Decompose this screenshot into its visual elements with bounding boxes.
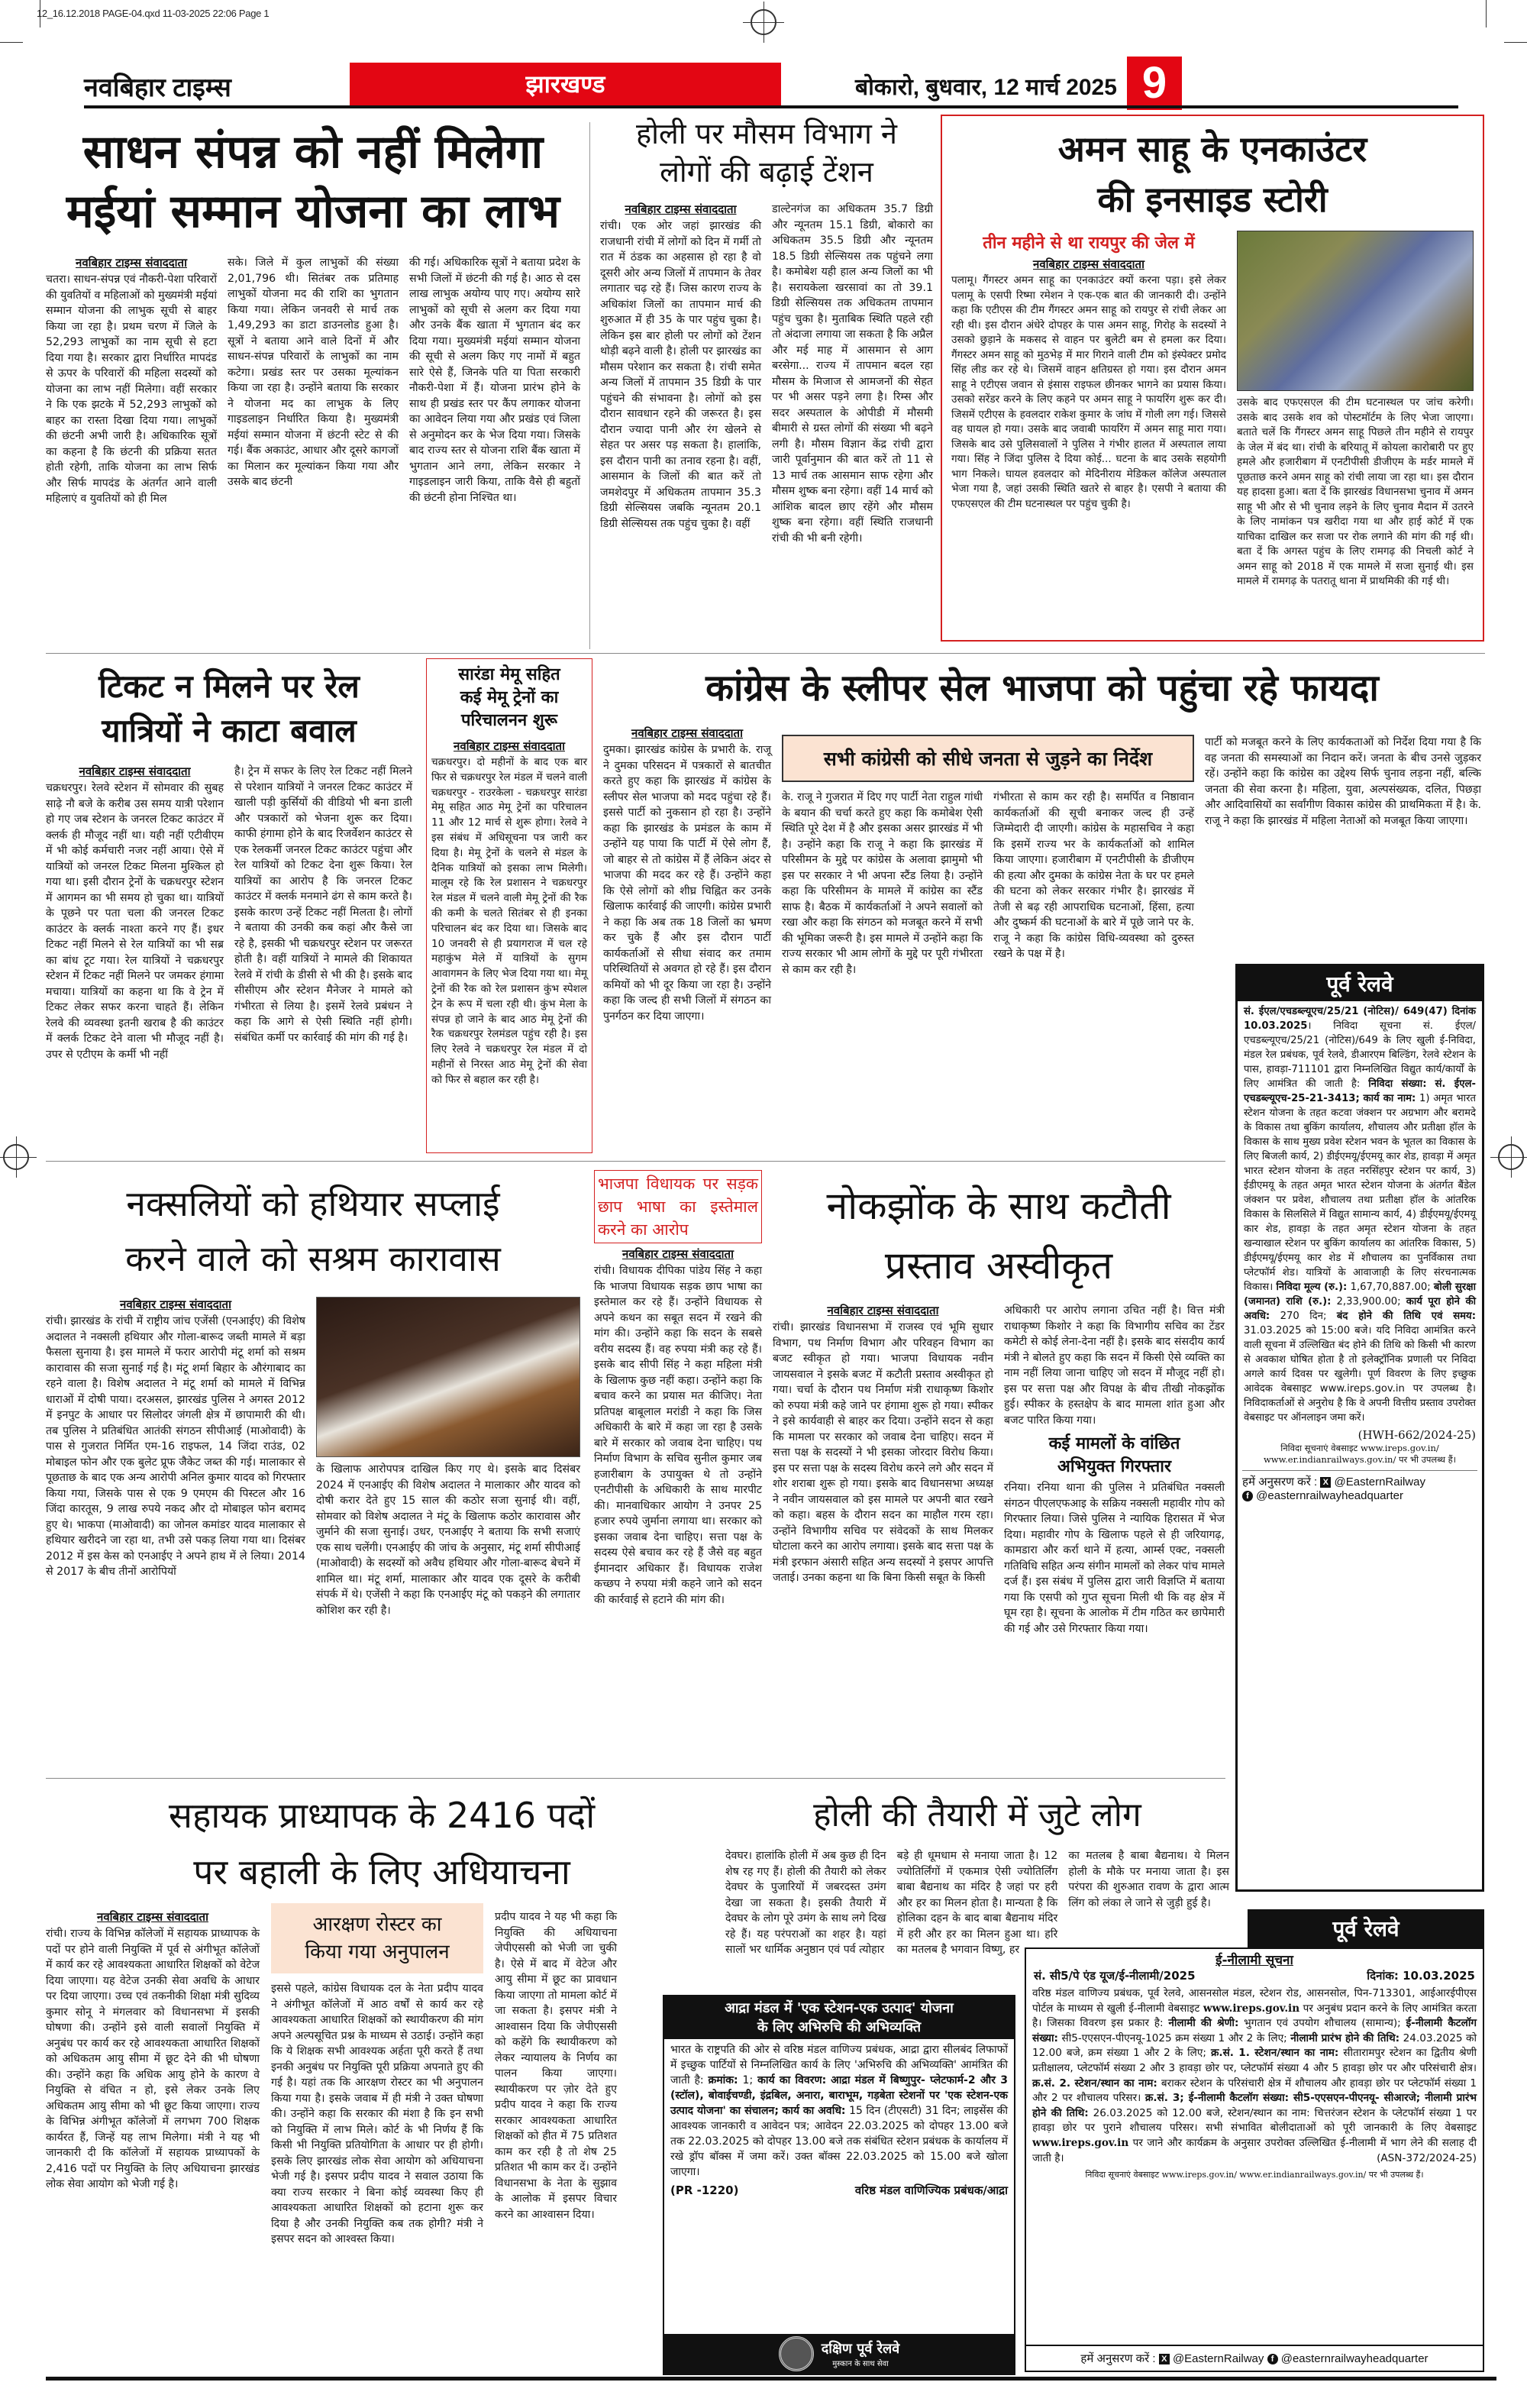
headline: अमन साहू के एनकाउंटर की इनसाइड स्टोरी [1057,128,1367,220]
ad-social: हमें अनुसरण करें : X @EasternRailway f @easternrailwayheadquarter [1026,2345,1483,2371]
ad-adra-scheme [663,1995,1015,2375]
byline: नवबिहार टाइम्स संवाददाता [827,1304,939,1317]
ad-footer: दक्षिण पूर्व रेलवे मुस्कान के साथ सेवा [664,2334,1014,2374]
paper-name: नवबिहार टाइम्स [84,73,231,102]
trim-mark [0,42,23,43]
article-body: रांची। झारखंड विधानसभा में राजस्व एवं भूमि सुधार विभाग, पथ निर्माण विभाग और परिवहन विभाग का बजट स्वीकृत हो गया। भाजपा विधायक नवीन जायसवाल ने इसके बजट में कटौती प्रस्ताव अस्वीकृत हो गया। चर्चा के दौरान पथ निर्माण मंत्री राधाकृष्ण किशोर को रुपया मंत्री कहे जाने पर हंगामा शुरू हो गया। स्पीकर ने इसे कार्यवाही से बाहर कर दिया। उन्होंने सदन से कहा कि मामला पर सरकार को जवाब देना चाहिए। सदन में सत्ता पक्ष के सदस्यों ने भी इसका जोरदार विरोध किया। इस पर सत्ता पक्ष के सदस्य विरोध करने लगे और सदन में शोर शराबा शुरू हो गया। इसके बाद विधानसभा अध्यक्ष ने नवीन जायसवाल को इस मामले पर अपनी बात रखने को कहा। बहस के दौरान सदन का माहौल गरम रहा। उन्होंने विभागीय सचिव पर संवेदकों के साथ मिलकर घोटाला करने का आरोप लगाया। इसके बाद सत्ता पक्ष के मंत्री इरफान अंसारी सहित अन्य सदस्यों ने इसपर आपत्ति जताई। उनका कहना था कि बिना किसी सबूत के किसी [773,1321,993,1584]
article-body: रांची। झारखंड के रांची में राष्ट्रीय जांच एजेंसी (एनआईए) की विशेष अदालत ने नक्सली हथियार और गोला-बारूद जब्ती मामले में बड़ा फैसला सुनाया है। इस मामले में फरार आरोपी मंटू शर्मा को सश्रम कारावास की सजा सुनाई गई है। मंटू शर्मा बिहार के औरंगाबाद का रहने वाला है। विशेष अदालत ने मंटू शर्मा को मामले में विभिन्न धाराओं में दोषी पाया। दरअसल, झारखंड पुलिस ने अगस्त 2012 में इनपुट के आधार पर सिलोदर जंगली क्षेत्र में छापामारी की थी। तब पुलिस ने प्रतिबंधित आतंकी संगठन सीपीआई (माओवादी) के पास से गुजरात निर्मित एम-16 राइफल, 14 जिंदा राउंड, 02 मोबाइल फोन और एक बुलेट प्रूफ जैकेट जब्त की गई। मालाकार से पूछताछ के बाद एक अन्य आरोपी अनिल कुमार यादव को गिरफ्तार किया गया, जिसके पास से एक 9 एमएम की पिस्टल और 16 जिंदा कारतूस, 9 लाख रुपये नकद और दो मोबाइल फोन बरामद हुए थे। भाकपा (माओवादी) का जोनल कमांडर यादव मालाकार से हथियार खरीदने जा रहा था, तभी उसे पकड़ लिया गया था। दिसंबर 2012 में इस केस को एनआईए ने अपने हाथ में ले लिया। 2014 से 2017 के बीच तीनों आरोपियों [46,1315,305,1578]
trim-mark [1504,42,1527,43]
ad-ref-no: सं. सी5/पे एंड यूज/ई-नीलामी/2025 [1034,1969,1196,1983]
article-body: उसके बाद एफएसएल की टीम घटनास्थल पर जांच करेगी। उसके बाद उसके शव को पोस्टमॉर्टम के लिए भेजा जाएगा। बताते चलें कि गैंगस्टर अमन साहू पिछले तीन महीने से रायपुर के जेल में बंद था। रांची के बरियातू में कोयला कारोबारी पर हुए हमले और हजारीबाग में एनटीपीसी डीजीएम के मर्डर मामले में पूछताछ करने अमन साहू को रांची लाया जा रहा था। इस दौरान यह हादसा हुआ। बता दें कि झारखंड विधानसभा चुनाव में अमन साहू भी और से भी चुनाव लड़ने के लिए चुनाव मैदान में उतरने के लिए नामांकन पत्र खरीदा गया था और हाई कोर्ट में एक याचिका दाखिल कर सजा पर रोक लगाने की मांग की गई थी। बता दें कि अगस्त पहुंच के लिए रामगढ़ की निचली कोर्ट ने अमन साहू को 2018 में एक मामले में सजा सुनाई थी। इस मामले में रामगढ़ के पतरातू थाना में प्राथमिकी की गई थी। [1237,396,1474,587]
ad-body: भारत के राष्ट्रपति की ओर से वरिष्ठ मंडल वाणिज्य प्रबंधक, आद्रा द्वारा सीलबंद लिफाफों में इच्छुक पार्टियों से निम्नलिखित कार्य के लिए 'अभिरुचि की अभिव्यक्ति' आमंत्रित की जाती है: क्रमांक: 1; कार्य का विवरण: आद्रा मंडल में बिष्णुपुर- प्लेटफार्म-2 और 3 (स्टॉल), बोवाईचण्डी, इंद्रबिल, अनारा, बाराभूम, गड़बेता स्टेशनों पर 'एक स्टेशन-एक उत्पाद योजना' का संचालन; कार्य का अवधि: 15 दिन (टीएसटी) 31 दिन; लाइसेंस की आवश्यक जानकारी व आवेदन पत्र; आवेदन 22.03.2025 को दोपहर 13.00 बजे तक 22.03.2025 को दोपहर 13.00 बजे तक संबंधित स्टेशन प्रबंधक के कार्यालय में रखे ड्रॉप बॉक्स में जमा करें। उक्त बॉक्स 22.03.2025 को 15.00 बजे खोला जाएगा। (PR -1220) वरिष्ठ मंडल वाणिज्यिक प्रबंधक/आद्रा [670,2044,1009,2197]
byline: नवबिहार टाइम्स संवाददाता [79,764,191,778]
article-body: है। ट्रेन में सफर के लिए रेल टिकट नहीं मिलने से परेशान यात्रियों ने जनरल टिकट काउंटर में खाली पड़ी कुर्सियों की वीडियो भी बना डाली और पत्रकारों को भेजना शुरू कर दिया। काफी हंगामा होने के बाद रिजर्वेशन काउंटर से एक रेलकर्मी जनरल टिकट काउंटर पहुंचा और रेल यात्रियों को टिकट देना शुरू किया। रेल यात्रियों का आरोप है कि जनरल टिकट काउंटर में क्लर्क मनमाने ढंग से काम करते है। इसके कारण उन्हें टिकट नहीं मिलता है। लोगों ने बताया की उनकी कब कहां और कैसे जा रहे है, इसकी भी चक्रधरपुर स्टेशन पर जरूरत होती है। वहीं यात्रियों ने मामले की शिकायत रेलवे में रांची के डीसी से भी की है। इसके बाद सीसीएम और स्टेशन मैनेजर ने मामले को गंभीरता से लिया है। इसमें रेलवे प्रबंधन ने कहा कि आगे से ऐसी स्थिति नहीं होगी। संबंधित कर्मी पर कार्रवाई की मांग की गई है। [234,765,412,1044]
page-bottom-rule [46,2377,1496,2381]
headline: कांग्रेस के स्लीपर सेल भाजपा को पहुंचा रहे फायदा [705,667,1379,709]
article-noknjhok [773,1176,1225,1637]
article-body: डाल्टेनगंज का अधिकतम 35.7 डिग्री और न्यूनतम 15.1 डिग्री, बोकारो का अधिकतम 35.5 डिग्री और न्यूनतम 18.5 डिग्री सेल्सियस तक पहुंचने लगा है। कमोबेश यही हाल अन्य जिलों का भी है। सरायकेला खरसावां का तो 39.1 डिग्री सेल्सियस तक अधिकतम तापमान पहुंच चुका है। मुताबिक स्थिति पहले रही तो अंदाजा लगाया जा सकता है कि अप्रैल और मई माह में आसमान से आग बरसेगा... राज्य में तापमान बदल रहा मौसम के मिजाज से आमजनों की सेहत पर भी असर पड़ने लगा है। रिम्स और सदर अस्पताल के ओपीडी में मौसमी बीमारी से ग्रस्त लोगों की संख्या भी बढ़ने लगी है। मौसम विज्ञान केंद्र रांची द्वारा जारी पूर्वानुमान की बात करें तो 11 से 13 मार्च तक आसमान साफ रहेगा और मौसम शुष्क बना रहेगा। वहीं 14 मार्च को आंशिक बादल छाए रहेंगे और मौसम शुष्क बना रहेगा। वहीं स्थिति राजधानी रांची की भी बनी रहेगी। [772,203,933,545]
subheadline: आरक्षण रोस्टर का किया गया अनुपालन [305,1913,450,1964]
article-professor [46,1787,718,1900]
signatory: वरिष्ठ मंडल वाणिज्यिक प्रबंधक/आद्रा [854,2183,1008,2197]
byline: नवबिहार टाइम्स संवाददाता [1033,257,1144,271]
article-body: इससे पहले, कांग्रेस विधायक दल के नेता प्रदीप यादव ने अंगीभूत कॉलेजों में आठ वर्षों से कार्य कर रहे आवश्यकता आधारित शिक्षकों को स्थायीकरण की मांग अपने अल्पसूचित प्रश्न के माध्यम से उठाई। उन्होंने कहा कि ये शिक्षक सभी आवश्यक अर्हता पूरी करते हैं तथा इनकी अनुबंध पर नियुक्ति पूरी प्रक्रिया अपनाते हुए की गई है। यहां तक कि आरक्षण रोस्टर का भी अनुपालन किया गया है। इसके जवाब में ही मंत्री ने उक्त घोषणा की। उन्होंने कहा कि सरकार की मंशा है कि इन सभी को नियुक्ति में लाभ मिले। कोर्ट के भी निर्णय हैं कि किसी भी नियुक्ति प्रतियोगिता के आधार पर ही होगी। इसके लिए झारखंड लोक सेवा आयोग को अधियाचना भेजी गई है। इसपर प्रदीप यादव ने सवाल उठाया कि क्या राज्य सरकार ने बिना कोई व्यवस्था किए ही आवश्यकता आधारित शिक्षकों को हटाना शुरू कर दिया है और उनकी नियुक्ति कब तक होगी? मंत्री ने इसपर सदन को आश्वस्त किया। [271,1983,483,2245]
headline: सारंडा मेमू सहित कई मेमू ट्रेनों का परिचालनन शुरू [458,665,560,730]
subheadline: सभी कांग्रेसी को सीधे जनता से जुड़ने का निर्देश [823,748,1153,770]
article-body: बड़े ही धूमधाम से मनाया जाता है। 12 ज्योतिर्लिंगों में एकमात्र ऐसी ज्योतिर्लिंग बाबा बैद्यनाथ का मंदिर है जहां पर हरी और हर का मिलन होता है। मान्यता है कि होलिका दहन के बाद बाबा बैद्यनाथ मंदिर में हरी और हर का मिलन हुआ था। हरि का मतलब है भगवान विष्णु, हर [896,1850,1058,1956]
ad-body: वरिष्ठ मंडल वाणिज्य प्रबंधक, पूर्व रेलवे, आसनसोल मंडल, स्टेशन रोड, आसनसोल, पिन-713301, आईआरईपीएस पोर्टल के माध्यम से खुली ई-नीलामी वेबसाइट www.ireps.gov.in पर अनुबंध प्रदान करने के लिए आमंत्रित करता है। जिसका विवरण इस प्रकार है: नीलामी की श्रेणी: भुगतान एवं उपयोग शौचालय (सामान्य); ई-नीलामी कैटलॉग संख्या: सी5-एएसएन-पीएनयू-1025 क्रम संख्या 1 और 2 के लिए; नीलामी प्रारंभ होने की तिथि: 24.03.2025 को 12.00 बजे, क्रम संख्या 1 और 2 के लिए; क्र.सं. 1. स्टेशन/स्थान का नाम: सीतारामपुर स्टेशन का द्वितीय श्रेणी प्रतीक्षालय, प्लेटफॉर्म संख्या 2 और 3 हावड़ा छोर पर, प्लेटफॉर्म संख्या 4 और 5 हावड़ा छोर पर और परिसंचारी क्षेत्र। क्र.सं. 2. स्टेशन/स्थान का नाम: बराकर स्टेशन के परिसंचारी क्षेत्र में शौचालय और हावड़ा छोर पर प्लेटफॉर्म संख्या 1 और 2 पर शौचालय परिसर। क्र.सं. 3; ई-नीलामी कैटलॉग संख्या: सी5-एएसएन-पीएनयू- सीआरजे; नीलामी प्रारंभ होने की तिथि: 26.03.2025 को 12.00 बजे, स्टेशन/स्थान का नाम: चित्तरंजन स्टेशन के प्लेटफॉर्म संख्या 1 पर हावड़ा छोर पर पुराने शौचालय परिसर। सभी संभावित बोलीदाताओं को पूरी जानकारी के लिए वेबसाइट www.ireps.gov.in पर जाने और कार्यक्रम के अनुसार उपरोक्त उल्लिखित ई-नीलामी में भाग लेने की सलाह दी जाती है। (ASN-372/2024-25) [1026,1983,1483,2169]
twitter-handle[interactable]: @EasternRailway [1334,1476,1425,1488]
article-body: रांची। राज्य के विभिन्न कॉलेजों में सहायक प्राध्यापक के पदों पर होने वाली नियुक्ति में पूर्व से अंगीभूत कॉलेजों में कार्य कर रहे आवश्यकता आधारित शिक्षकों को वेटेज दिया जाएगा। यह वेटेज उनकी सेवा अवधि के आधार पर दिया जाएगा। उच्च एवं तकनीकी शिक्षा मंत्री सुदिव्य कुमार सोनू ने मंगलवार को विधानसभा में इसकी घोषणा की। उन्होंने इसे वाली सवालों नियुक्ति में अनुबंध पर कार्य कर रहे आवश्यकता आधारित शिक्षकों को अधिकतम आयु सीमा में छूट देने की भी घोषणा की। उन्होंने कहा कि अधिक आयु होने के कारण वे नियुक्ति से वंचित न हो, इसे लेकर उनके लिए अधिकतम आयु सीमा को भी छूट किया जाएगा। राज्य के विभिन्न अंगीभूत कॉलेजों में लगभग 700 शिक्षक कार्यरत हैं, जिन्हें यह लाभ मिलेगा। मंत्री ने यह भी जानकारी दी कि कॉलेजों में सहायक प्राध्यापकों के 2,416 पदों पर नियुक्ति के लिए अधियाचना झारखंड लोक सेवा आयोग को भेजी गई है। [46,1928,260,2190]
ad-title: ई-नीलामी सूचना [1215,1953,1293,1968]
article-body: के. राजू ने गुजरात में दिए गए पार्टी नेता राहुल गांधी के बयान की चर्चा करते हुए कहा कि कमोबेश ऐसी स्थिति पूरे देश में है और इसका असर झारखंड में भी है। उन्होंने कहा कि राजू ने कहा कि झारखंड में परिसीमन के मुद्दे पर कांग्रेस के अलावा झामुमो भी इस पर सरकार ने भी अपना स्टैंड लिया है। उन्होंने कहा कि परिसीमन के मामले में कांग्रेस का स्टैंड साफ है। बैठक में कार्यकर्ताओं ने अपने सवालों को रखा और कहा कि संगठन को मजबूत करने में सभी की भूमिका जरूरी है। इस मामले में उन्होंने कहा कि राज्य सरकार भी आम लोगों के मुद्दे पर पूरी गंभीरता से काम कर रही है। [782,791,983,976]
ad-body: सं. ईएल/एचडब्ल्यूएच/25/21 (नोटिस)/ 649(47) दिनांक 10.03.2025। निविदा सूचना सं. ईएल/ एचडब्ल्यूएच/25/21 (नोटिस)/649 के लिए खुली ई-निविदा, मंडल रेल प्रबंधक, पूर्व रेलवे, डीआरएम बिल्डिंग, रेलवे स्टेशन के पास, हावड़ा-711101 द्वारा निम्नलिखित विद्युत कार्य/कार्यों के लिए आमंत्रित की जाती है: निविदा संख्या: सं. ईएल-एचडब्ल्यूएच-25-21-3413; कार्य का नाम: 1) अमृत भारत स्टेशन योजना के तहत कटवा जंक्शन पर अग्रभाग और बरामदे के विकास तथा बुकिंग कार्यालय, शौचालय और प्रतीक्षा हॉल के विकास के साथ मुख्य प्रवेश स्टेशन भवन के भूतल का विकास के लिए बिजली कार्य, 2) डीईएमयू/ईएमयू कार शेड, हावड़ा में अमृत भारत स्टेशन योजना के तहत नरसिंहपुर स्टेशन पर कार्य, 3) ईडीएमयू के तहत अमृत भारत स्टेशन योजना के अंतर्गत बैंडेल जंक्शन पर प्रवेश, शौचालय तथा प्रतीक्षा हॉल के आंतरिक विकास के सिलसिले में विद्युत सामान्य कार्य, 4) डीईएमयू/ईएमयू कार शेड, हावड़ा के तहत अमृत स्टेशन योजना के तहत खन्याखाल स्टेशन पर बुकिंग कार्यालय का आंतरिक विकास, 5) डीईएमयू/ईएमयू कार शेड में शौचालय का पुनर्विकास तथा प्लेटफॉर्म शेड। यात्रियों के आवाजाही के लिए संरचनात्मक विकास। निविदा मूल्य (रु.): 1,67,70,887.00; बोली सुरक्षा (जमानत) राशि (रु.): 2,33,900.00; कार्य पूरा होने की अवधि: 270 दिन; बंद होने की तिथि एवं समय: 31.03.2025 को 15:00 बजे। यदि निविदा आमंत्रित करने वाली सूचना में उल्लिखित बंद होने की तिथि को किसी भी कारण से अवकाश घोषित होता है तो इलेक्ट्रॉनिक प्रणाली पर निविदा अगले कार्य दिवस पर खुलेगी। पूर्ण विवरण के लिए इच्छुक आवेदक वेबसाइट www.ireps.gov.in पर उपलब्ध है। निविदाकर्ताओं से अनुरोध है कि वे अपनी वित्तीय प्रस्ताव उपरोक्त वेबसाइट पर ऑनलाइन जमा करें। (HWH-662/2024-25) निविदा सूचनाएं वेबसाइट www.ireps.gov.in/ www.er.indianrailways.gov.in/ पर भी उपलब्ध हैं। [1244,1006,1476,1465]
article-professor-col2 [271,1981,483,2248]
ad-date: दिनांक: 10.03.2025 [1367,1969,1475,1983]
facebook-handle[interactable]: @easternrailwayheadquarter [1280,2352,1429,2365]
byline: नवबिहार टाइम्स संवाददाता [120,1298,231,1311]
article-congress-col1 [603,726,771,1024]
ad-footer-note: निविदा सूचनाएं वेबसाइट www.ireps.gov.in/ www.er.indianrailways.gov.in/ पर भी उपलब्ध हैं। [1263,1443,1457,1465]
article-body: अधिकारी पर आरोप लगाना उचित नहीं है। वित्त मंत्री राधाकृष्ण किशोर ने कहा कि विभागीय सचिव का टेंडर कमेटी से कोई लेना-देना नहीं है। इसके बाद संसदीय कार्य मंत्री ने बोलते हुए कहा कि सदन में किसी ऐसे व्यक्ति का नाम नहीं लिया जाना चाहिए जो सदन में मौजूद नहीं हो। इस पर सत्ता पक्ष और विपक्ष के बीच तीखी नोकझोंक हुई। स्पीकर के हस्तक्षेप के बाद मामला शांत हुआ और बजट पारित किया गया। [1004,1304,1225,1427]
section-divider [46,653,1485,654]
masthead-rule [84,105,1458,108]
ad-social: हमें अनुसरण करें : X @EasternRailway f @easternrailwayheadquarter [1242,1470,1477,1502]
article-congress [603,664,1481,712]
page-number: 9 [1127,57,1182,110]
byline: नवबिहार टाइम्स संवाददाता [454,739,565,753]
byline: नवबिहार टाइम्स संवाददाता [631,726,743,740]
subhead-box [782,735,1194,782]
article-congress-col4 [1205,735,1481,829]
registration-mark-icon [3,1144,29,1170]
ad-footer-note: निविदा सूचनाएं वेबसाइट www.ireps.gov.in/ www.er.indianrailways.gov.in/ पर भी उपलब्ध हैं। [1085,2170,1424,2180]
article-body: देवघर। हालांकि होली में अब कुछ ही दिन शेष रह गए हैं। होली की तैयारी को लेकर देवघर के पुजारियों में जबरदस्त उमंग देखा जा सकता है। इसकी तैयारी में देवघर के लोग पूरे उमंग के साथ लगे दिख रहे हैं। यह परंपराओं का शहर है। यहां सालों भर धार्मिक अनुष्ठान एवं पर्व त्योहार [725,1850,886,1956]
subheadline: तीन महीने से था रायपुर की जेल में [983,234,1195,253]
article-body: की गई। अधिकारिक सूत्रों ने बताया प्रदेश के सभी जिलों में छंटनी की गई है। आठ से दस लाख लाभुक अयोग्य पाए गए। अयोग्य सारे लाभुकों को सूची से अलग कर दिया गया और उनके बैंक खाता में भुगतान बंद कर दिया गया। मुख्यमंत्री मईयां सम्मान योजना की सूची से अलग किए गए नामों में बहुत सारे ऐसे हैं, जिनके पति या पिता सरकारी नौकरी-पेशा में हैं। योजना प्रारंभ होने के साथ ही प्रखंड स्तर पर कैंप लगाकर योजना का आवेदन लिया गया और प्रखंड एवं जिला से अनुमोदन कर के भेज दिया गया। जिसके बाद राज्य स्तर से योजना राशि बैंक खाता में भुगतान आने लगा, लेकिन सरकार ने गाइडलाइन जारी किया, ताकि वैसे ही बहुतों की छंटनी होना निश्चित था। [409,257,580,504]
article-naxal [46,1176,580,1618]
headline: नोकझोंक के साथ कटौती प्रस्ताव अस्वीकृत [826,1184,1171,1288]
article-body: चक्रधरपुर। रेलवे स्टेशन में सोमवार की सुबह साढ़े नौ बजे के करीब उस समय यात्री परेशान हो गए जब स्टेशन के जनरल टिकट काउंटर में क्लर्क ही मौजूद नहीं था। यही नहीं एटीवीएम में भी कोई कर्मचारी नजर नहीं आया। ऐसे में यात्रियों को जनरल टिकट मिलना मुश्किल हो गया था। इसी दौरान ट्रेनों के चक्रधरपुर स्टेशन में आगमन का भी समय हो चुका था। यात्रियों के पूछने पर पता चला की जनरल टिकट काउंटर के क्लर्क नाश्ता करने गए हैं। इधर टिकट नहीं मिलने से रेल यात्रियों का भी सब्र का बांध टूट गया। रेल यात्रियों ने चक्रधरपुर स्टेशन में टिकट नहीं मिलने पर जमकर हंगामा मचाया। यात्रियों का कहना था कि वे ट्रेन में टिकट लेकर सफर करना चाहते हैं। लेकिन रेलवे की व्यवस्था इतनी खराब है की काउंटर में क्लर्क टिकट देने वाला भी मौजूद नहीं है। उपर से एटीएम के कर्मी भी नहीं [46,782,224,1061]
article-holi-weather [600,115,933,546]
print-slug: 12_16.12.2018 PAGE-04.qxd 11-03-2025 22:06 Page 1 [37,8,270,19]
article-body: रनिया। रनिया थाना की पुलिस ने प्रतिबंधित नक्सली संगठन पीएलएफआइ के सक्रिय नक्सली महावीर गोप को गिरफ्तार लिया। जिसे पुलिस ने न्यायिक हिरासत में भेज दिया। महावीर गोप के खिलाफ पहले से ही जरियागढ़, कामडारा और कर्रा थाने में हत्या, आर्म्स एक्ट, नक्सली गतिविधि सहित अन्य संगीन मामलों को लेकर पांच मामले दर्ज हैं। इस संबंध में पुलिस द्वारा जारी विज्ञप्ति में बताया गया कि एसपी को गुप्त सूचना मिली थी कि वह क्षेत्र में घूम रहा है। सूचना के आलोक में टीम गठित कर छापेमारी की गई और उसे गिरफ्तार किया गया। [1004,1482,1225,1635]
facebook-handle[interactable]: @easternrailwayheadquarter [1256,1489,1404,1502]
section-banner: झारखण्ड [350,63,781,105]
article-body: प्रदीप यादव ने यह भी कहा कि नियुक्ति की अधियाचना जेपीएससी को भेजी जा चुकी है। ऐसे में बाद में वेटेज और आयु सीमा में छूट का प्रावधान किया जाएगा तो मामला कोर्ट में जा सकता है। इसपर मंत्री ने आश्वासन दिया कि जेपीएससी को कहेंगे कि स्थायीकरण को लेकर न्यायालय के निर्णय का पालन किया जाएगा। स्थायीकरण पर ज़ोर देते हुए प्रदीप यादव ने कहा कि राज्य सरकार आवश्यकता आधारित शिक्षकों को हीत में 75 प्रतिशत काम कर रही है तो शेष 25 प्रतिशत भी काम कर दें। उन्होंने विधानसभा के नेता के सुझाव के आलोक में इसपर विचार करने का आश्वासन दिया। [495,1911,617,2221]
article-body: पलामू। गैंगस्टर अमन साहू का एनकाउंटर क्यों करना पड़ा। इसे लेकर पलामू के एसपी रिष्मा रमेशन ने एक-एक बात की जानकारी दी। उन्होंने कहा कि एटीएस की टीम गैंगस्टर अमन साहू को रायपुर से रांची लेकर आ रही थी। इस दौरान अंधेरे दोपहर के पास अमन साहू, गिरोह के सदस्यों ने उसको छुड़ाने के मकसद से वाहन पर बुलेटी बम से हमला कर दिया। गैंगस्टर अमन साहू को मुठभेड़ में मार गिराने वाली टीम को इंस्पेक्टर प्रमोद सिंह लीड कर रहे थे। जिसमें वाहन क्षतिग्रस्त हो गया। इस दौरान अमन साहू ने एटीएस जवान से इंसास राइफल छीनकर भागने का प्रयास किया। उसको सरेंडर करने के लिए कहने पर अमन साहू ने फायरिंग शुरू कर दी। जिसमें एटीएस के हवलदार राकेश कुमार के जांघ में गोली लग गई। जिससे वह घायल हो गया। उसके बाद जवाबी फायरिंग में अमन साहू मारा गया। जिसके बाद उसे पुलिसवालों ने पुलिस ने गंभीर हालत में अस्पताल लाया गया। सिंह ने जिंदा पुलिस दे दिया कोई... घटना के बाद उसके सहयोगी भाग निकले। घायल हवलदार को मेदिनीराय मेडिकल कॉलेज अस्पताल भेजा गया है, जहां उसकी स्थिति खतरे से बाहर है। एसपी ने बताया की एफएसएल की टीम घटनास्थल पर पहुंच चुकी है। [951,274,1226,510]
ad-eastern-railway-tender [1235,964,1484,1892]
article-body: गंभीरता से काम कर रही है। समर्पित व निष्ठावान कार्यकर्ताओं की सूची बनाकर जल्द ही उन्हें जिम्मेदारी दी जाएगी। कांग्रेस के महासचिव ने कहा कि इसमें राज्य भर के कार्यकर्ताओं को शामिल किया जाएगा। हजारीबाग में एनटीपीसी के डीजीएम की हत्या और दुमका के कांग्रेस नेता के घर पर हमले की घटना को लेकर सरकार गंभीर है। झारखंड में तेजी से बढ़ रही आपराधिक घटनाओं, हिंसा, हत्या और दुष्कर्म की घटनाओं के बारे में पूछे जाने पर के. राजू ने कहा कि कांग्रेस विधि-व्यवस्था को दुरुस्त रखने के पक्ष में है। [993,791,1194,960]
pr-code: (PR -1220) [670,2183,739,2197]
headline: सहायक प्राध्यापक के 2416 पदों पर बहाली के लिए अधियाचना [168,1795,596,1892]
railway-logo-icon [779,2336,814,2371]
article-ticket [46,664,412,1062]
x-twitter-icon: X [1320,1477,1331,1488]
column-divider [589,122,590,649]
article-body: चतरा। साधन-संपन्न एवं नौकरी-पेशा परिवारों की युवतियों व महिलाओं को मुख्यमंत्री मईयां सम्मान योजना की लाभुक सूची से बाहर किया जा रहा है। प्रथम चरण में जिले के 52,293 लाभुकों का नाम सूची से हटा दिया गया है। सरकार द्वारा निर्धारित मापदंड से ऊपर के परिवारों की महिला सदस्यों को योजना का लाभ नहीं मिलेगा। वहीं सरकार ने कि एक झटके में 52,293 लाभुकों को बाहर का रास्ता दिखा दिया गया। लाभुकों की छंटनी अभी जारी है। अधिकारिक सूत्रों का कहना है कि छंटनी की प्रक्रिया सतत होती रहेगी, ताकि योजना का लाभ सिर्फ और सिर्फ मापदंड के अंतर्गत आने वाली महिलाएं व युवतियों को ही मिल [46,273,217,505]
ad-title: आद्रा मंडल में 'एक स्टेशन-एक उत्पाद' योजना के लिए अभिरुचि की अभिव्यक्ति [664,1996,1014,2039]
facebook-icon: f [1267,2354,1278,2364]
court-gavel-photo [316,1297,580,1457]
article-body: रांची। एक ओर जहां झारखंड की राजधानी रांची में लोगों को दिन में गर्मी तो रात में ठंडक का अहसास हो रहा है वो दूसरी ओर अन्य जिलों में तापमान के तेवर लगातार चढ़ रहे हैं। जिस कारण राज्य के अधिकांश जिलों का तापमान मार्च की शुरुआत में ही 35 के पार पहुंच चुका है। लेकिन इस बार होली पर लोगों को टेंशन थोड़ी बढ़ने वाली है। होली पर झारखंड का मौसम परेशान कर सकता है। रांची समेत अन्य जिलों में तापमान 35 डिग्री के पार पहुंचने की संभावना है। लोगों को इस दौरान सावधान रहने की जरूरत है। इस दौरान ज्यादा पानी और रंग खेलने से सेहत पर असर पड़ सकता है। हालांकि, इस दौरान पानी का तनाव रहना है। वहीं, आसमान के जिलों की बात करें तो जमशेदपुर में अधिकतम तापमान 35.3 डिग्री सेल्सियस जबकि न्यूनतम 20.1 डिग्री सेल्सियस तक पहुंच चुका है। वहीं [600,220,761,530]
article-body: के खिलाफ आरोपपत्र दाखिल किए गए थे। इसके बाद दिसंबर 2024 में एनआईए की विशेष अदालत ने मालाकार और यादव को दोषी करार देते हुए 15 साल की कठोर सजा सुनाई थी। वहीं, सोमवार को विशेष अदालत ने मंटू के खिलाफ कठोर कारावास और जुर्माने की सजा सुनाई। उधर, एनआईए ने बताया कि सभी सजाएं एक साथ चलेंगी। एनआईए की जांच के अनुसार, मंटू शर्मा सीपीआई (माओवादी) के सदस्यों को अवैध हथियार और गोला-बारूद बेचने में शामिल था। मंटू शर्मा, मालाकार और यादव एक दूसरे के करीबी संपर्क में थे। एजेंसी ने कहा कि एनआईए मंटू को पकड़ने की लगातार कोशिश कर रही है। [316,1463,580,1617]
ad-code: (HWH-662/2024-25) [1358,1428,1476,1442]
dateline: बोकारो, बुधवार, 12 मार्च 2025 [855,75,1117,100]
article-body: सके। जिले में कुल लाभुकों की संख्या 2,01,796 थी। सितंबर तक प्रतिमाह लाभुकों योजना मद की राशि का भुगतान किया गया। लेकिन जनवरी से मार्च तक 1,49,293 का डाटा डाउनलोड हुआ है। सूत्रों ने बताया आने वाले दिनों में और साधन-संपन्न परिवारों के लाभुकों का नाम कटेगा। प्रखंड स्तर पर उसका मूल्यांकन किया जा रहा है। उन्होंने बताया कि सरकार ने योजना मद का लाभुक के लिए गाइडलाइन निर्धारित किया है। मुख्यमंत्री मईयां सम्मान योजना में छंटनी स्टेट से की गई। बैंक अकाउंट, आधार और दूसरे कागजों का मिलान कर मूल्यांकन किया गया और उसके बाद छंटनी [228,257,399,488]
ad-code: (ASN-372/2024-25) [1377,2151,1477,2164]
twitter-handle[interactable]: @EasternRailway [1172,2352,1264,2365]
ad-org: पूर्व रेलवे [1248,1909,1484,1947]
byline: नवबिहार टाइम्स संवाददाता [76,256,187,270]
article-memu [426,658,592,1153]
article-body: दुमका। झारखंड कांग्रेस के प्रभारी के. राजू ने दुमका परिसदन में पत्रकारों से बातचीत करते हुए कहा कि झारखंड में कांग्रेस के स्लीपर सेल भाजपा को मदद पहुंचा रहे हैं। इससे पार्टी को नुकसान हो रहा है। उन्होंने कहा कि झारखंड के प्रमंडल के काम में उन्होंने यह पाया कि पार्टी में ऐसे लोग हैं, जो बाहर से तो कांग्रेस में हैं लेकिन अंदर से भाजपा की मदद कर रहे हैं। उन्होंने कहा कि ऐसे लोगों को शीघ्र चिह्नित कर उनके खिलाफ कार्रवाई की जाएगी। कांग्रेस प्रभारी ने कहा कि अब तक 18 जिलों का भ्रमण कर चुके हैं और इस दौरान पार्टी कार्यकर्ताओं से सीधा संवाद कर तमाम परिस्थितियों से अवगत हो रहे हैं। इस दौरान कमियों को भी दूर किया जा रहा है। उन्होंने कहा कि जल्द ही सभी जिलों में संगठन का पुनर्गठन कर दिया जाएगा। [603,744,771,1023]
headline: होली पर मौसम विभाग ने लोगों की बढ़ाई टेंशन [635,117,898,189]
article-bjp-mla [594,1170,762,1608]
ad-eastern-railway-auction [1025,1909,1484,2374]
article-body: रांची। विधायक दीपिका पांडेय सिंह ने कहा कि भाजपा विधायक सड़क छाप भाषा का इस्तेमाल कर रहे हैं। उन्होंने विधायक से अपने कथन का सबूत सदन में रखने की मांग की। उन्होंने कहा कि सदन के सबसे वरीय सदस्य हैं। वह रुपया मंत्री कह रहे हैं। इसके बाद सीपी सिंह ने कहा महिला मंत्री के खिलाफ कुछ नहीं कहा। उन्होंने कहा कि बचाव करने का प्रयास मत कीजिए। नेता प्रतिपक्ष बाबूलाल मरांडी ने कहा कि जिस अधिकारी के बारे में कहा जा रहा है उसके बारे में सरकार को जवाब देना चाहिए। पथ निर्माण विभाग के सचिव सुनील कुमार जब हजारीबाग के उपायुक्त थे तो उन्होंने एनटीपीसी के अधिकारी के साथ मारपीट की। मानवाधिकार आयोग ने उनपर 25 हजार रुपये जुर्माना लगाया था। सरकार को इसका जवाब देना चाहिए। सत्ता पक्ष के सदस्य ऐसे बचाव कर रहे हैं जैसे वह बहुत ईमानदार अधिकार हैं। विधायक राजेश कच्छप ने रुपया मंत्री कहने जाने को सदन की कार्रवाई से हटाने की मांग की। [594,1265,762,1606]
byline: नवबिहार टाइम्स संवाददाता [97,1910,208,1924]
article-body: पार्टी को मजबूत करने के लिए कार्यकताओं को निर्देश दिया गया है कि वह जनता की समस्याओं का निदान करें। जनता के बीच उनसे जुड़कर रहें। उन्होंने कहा कि कांग्रेस का उद्देश्य सिर्फ चुनाव लड़ना नहीं, बल्कि जनता की सेवा करना है। महिला, युवा, अल्पसंख्यक, दलित, पिछड़ा और आदिवासियों का सर्वांगीण विकास कांग्रेस की प्राथमिकता में है। के. राजू ने कहा कि झारखंड में महिला नेताओं को मजबूत किया जाएगा। [1205,736,1481,827]
headline: भाजपा विधायक पर सड़क छाप भाषा का इस्तेमाल करने का आरोप [594,1170,762,1243]
registration-mark-icon [751,9,776,35]
byline: नवबिहार टाइम्स संवाददाता [625,202,737,216]
trim-mark [1486,0,1487,27]
article-aman-sahu [941,115,1484,642]
headline: नक्सलियों को हथियार सप्लाई करने वाले को सश्रम कारावास [125,1183,501,1279]
article-professor-col1 [46,1909,260,2193]
section-divider [46,1778,1225,1779]
headline: होली की तैयारी में जुटे लोग [813,1795,1141,1834]
section-divider [46,1161,1225,1162]
ad-org: पूर्व रेलवे [1238,966,1482,1001]
encounter-photo [1237,231,1474,391]
facebook-icon: f [1242,1491,1253,1501]
byline: नवबिहार टाइम्स संवाददाता [622,1247,734,1261]
headline: टिकट न मिलने पर रेल यात्रियों ने काटा बवाल [98,667,360,749]
article-maiyan-samman [46,122,580,507]
sub-headline: कई मामलों के वांछित अभियुक्त गिरफ्तार [1048,1434,1180,1476]
article-body: का मतलब है बाबा बैद्यनाथ। ये मिलन होली के मौके पर मनाया जाता है। इस परंपरा की शुरुआत रावण के द्वारा आत्म लिंग को लंका ले जाने से जुड़ी हुई है। [1068,1850,1229,1909]
x-twitter-icon: X [1159,2354,1170,2364]
masthead [84,58,1458,108]
article-congress-cols [782,790,1194,978]
registration-mark-icon [1498,1144,1524,1170]
headline: साधन संपन्न को नहीं मिलेगा मईयां सम्मान योजना का लाभ [66,125,560,238]
article-body: चक्रधरपुर। दो महीनों के बाद एक बार फिर से चक्रधरपुर रेल मंडल में चलने वाली चक्रधरपुर - राउरकेला - चक्रधरपुर सारंडा मेमू सहित आठ मेमू ट्रेनों का परिचालन 11 और 12 मार्च से शुरू होगा। रेलवे ने इस संबंध में अधिसूचना पत्र जारी कर दिया है। मेमू ट्रेनों के चलने से मंडल के दैनिक यात्रियों को इसका लाभ मिलेगी। मालूम रहे कि रेल प्रशासन ने चक्रधरपुर रेल मंडल में चलने वाली मेमू ट्रेनों की रैक की कमी के चलते सितंबर से ही इनका परिचालन बंद कर दिया था। जिसके बाद 10 जनवरी से ही प्रयागराज में चल रहे महाकुंभ मेले में यात्रियों के सुगम आवागमन के लिए भेज दिया गया था। मेमू ट्रेनों की रैक को रेल प्रशासन कुंभ स्पेशल ट्रेन के रूप में चला रही थी। कुंभ मेला के संपन्न हो जाने के बाद आठ मेमू ट्रेनों की रैक चक्रधरपुर रेलमंडल पहुंच रही है। इस लिए रेलवे ने चक्रधरपुर रेल मंडल में दो महीनों से निरस्त आठ मेमू ट्रेनों की सेवा को फिर से बहाल कर रही है। [431,756,587,1086]
subhead-box [271,1903,483,1973]
